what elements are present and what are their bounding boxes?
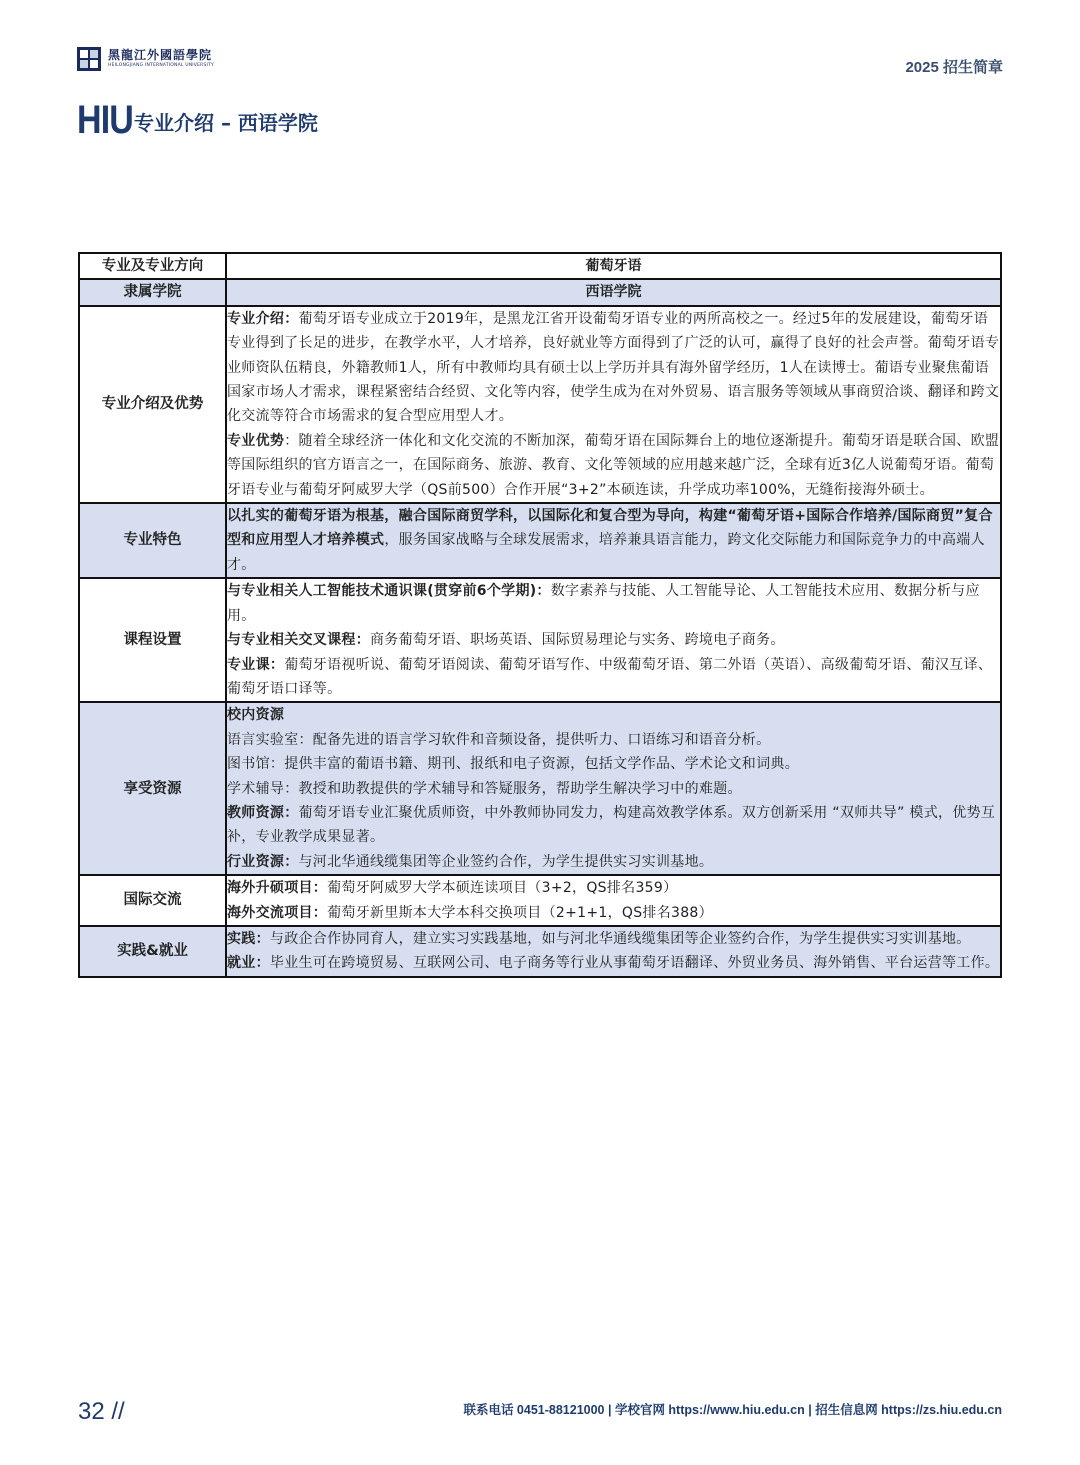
major-courses-text: 葡萄牙语视听说、葡萄牙语阅读、葡萄牙语写作、中级葡萄牙语、第二外语（英语）、高级葡萄牙语、葡汉互译、葡萄牙语口译等。 — [227, 656, 993, 697]
contact-info: 联系电话 0451-88121000 | 学校官网 https://www.hiu.edu.cn | 招生信息网 https://zs.hiu.edu.cn — [463, 1403, 1002, 1417]
row-label: 享受资源 — [79, 702, 226, 875]
row-label: 专业特色 — [79, 503, 226, 578]
teacher-resources-heading: 教师资源： — [227, 804, 299, 821]
ai-courses-text: 数字素养与技能、人工智能导论、人工智能技术应用、数据分析与应用。 — [227, 583, 980, 624]
school-name-cn: 黑龍江外國語學院 — [108, 48, 213, 63]
school-emblem-icon — [76, 46, 102, 72]
industry-resources-text: 与河北华通线缆集团等企业签约合作，为学生提供实习实训基地。 — [298, 853, 714, 870]
hiu-badge: HIU — [77, 98, 134, 142]
college-name: 西语学院 — [226, 279, 1001, 305]
employment-heading: 就业： — [227, 955, 270, 972]
table-row-courses — [79, 578, 1001, 702]
exchange-program-heading: 海外交流项目： — [227, 904, 328, 921]
cross-courses-text: 商务葡萄牙语、职场英语、国际贸易理论与实务、跨境电子商务。 — [370, 632, 785, 649]
resources-content — [226, 702, 1001, 875]
table-row-intro — [79, 306, 1001, 503]
row-label: 专业介绍及优势 — [79, 306, 226, 503]
table-row-exchange — [79, 875, 1001, 926]
exchange-program-text: 葡萄牙新里斯本大学本科交换项目（2+1+1，QS排名388） — [327, 904, 713, 921]
document-title: 2025 招生简章 — [905, 59, 1003, 76]
ai-courses-heading: 与专业相关人工智能技术通识课(贯穿前6个学期)： — [227, 583, 551, 600]
feature-bold-text: 以扎实的葡萄牙语为根基，融合国际商贸学科，以国际化和复合型为导向，构建“葡萄牙语+国际合作培养/国际商贸”复合型和应用型人才培养模式 — [227, 508, 993, 549]
industry-resources-heading: 行业资源： — [227, 853, 299, 870]
language-lab-text: 语言实验室：配备先进的语言学习软件和音频设备，提供听力、口语练习和语音分析。 — [227, 731, 771, 748]
table-row-college — [79, 279, 1001, 305]
intro-heading: 专业介绍： — [227, 310, 299, 327]
campus-resources-heading: 校内资源 — [227, 707, 285, 724]
feature-text: ，服务国家战略与全球发展需求，培养兼具语言能力，跨文化交际能力和国际竞争力的中高端人才。 — [227, 532, 985, 573]
table-row-feature — [79, 503, 1001, 578]
table-row-practice — [79, 926, 1001, 977]
library-text: 图书馆：提供丰富的葡语书籍、期刊、报纸和电子资源，包括文学作品、学术论文和词典。 — [227, 756, 799, 773]
row-label: 隶属学院 — [79, 279, 226, 305]
employment-text: 毕业生可在跨境贸易、互联网公司、电子商务等行业从事葡萄牙语翻译、外贸业务员、海外销售、平台运营等工作。 — [269, 955, 1000, 972]
row-label: 实践&就业 — [79, 926, 226, 977]
master-program-heading: 海外升硕项目： — [227, 880, 328, 897]
advantage-heading: 专业优势 — [227, 432, 285, 449]
major-name: 葡萄牙语 — [226, 253, 1001, 279]
intro-content — [226, 306, 1001, 503]
school-logo — [76, 44, 216, 74]
page-number: 32 // — [78, 1398, 125, 1425]
exchange-content — [226, 875, 1001, 926]
cross-courses-heading: 与专业相关交叉课程： — [227, 632, 370, 649]
row-label: 国际交流 — [79, 875, 226, 926]
school-name-en: HEILONGJIANG INTERNATIONAL UNIVERSITY — [108, 63, 214, 69]
feature-content — [226, 503, 1001, 578]
row-label: 专业及专业方向 — [79, 253, 226, 279]
advantage-text: ：随着全球经济一体化和文化交流的不断加深，葡萄牙语在国际舞台上的地位逐渐提升。葡萄牙语是联合国、欧盟等国际组织的官方语言之一，在国际商务、旅游、教育、文化等领域的应用越来越广泛，全球有近3亿人说葡萄牙语。葡萄牙语专业与葡萄牙阿威罗大学（QS前500）合作开展“3+2”本硕连读，升学成功率100%，无缝衔接海外硕士。 — [227, 432, 1000, 498]
major-courses-heading: 专业课： — [227, 656, 285, 673]
major-info-table — [78, 252, 1002, 978]
table-row-major — [79, 253, 1001, 279]
row-label: 课程设置 — [79, 578, 226, 702]
teacher-resources-text: 葡萄牙语专业汇聚优质师资，中外教师协同发力，构建高效教学体系。双方创新采用 “双师共导” 模式，优势互补，专业教学成果显著。 — [227, 804, 996, 846]
tutoring-text: 学术辅导：教授和助教提供的学术辅导和答疑服务，帮助学生解决学习中的难题。 — [227, 780, 742, 797]
practice-heading: 实践： — [227, 930, 270, 947]
master-program-text: 葡萄牙阿威罗大学本硕连读项目（3+2，QS排名359） — [327, 880, 678, 897]
section-title: 专业介绍 – 西语学院 — [134, 111, 318, 135]
intro-text: 葡萄牙语专业成立于2019年，是黑龙江省开设葡萄牙语专业的两所高校之一。经过5年的发展建设，葡萄牙语专业得到了长足的进步，在教学水平，人才培养，良好就业等方面得到了广泛的认可，赢得了良好的社会声誉。葡萄牙语专业师资队伍精良，外籍教师1人，所有中教师均具有硕士以上学历并具有海外留学经历，1人在读博士。葡语专业聚焦葡语国家市场人才需求，课程紧密结合经贸、文化等内容，使学生成为在对外贸易、语言服务等领域从事商贸洽谈、翻译和跨文化交流等符合市场需求的复合型应用型人才。 — [227, 310, 1000, 425]
table-row-resources — [79, 702, 1001, 875]
courses-content — [226, 578, 1001, 702]
practice-text: 与政企合作协同育人，建立实习实践基地，如与河北华通线缆集团等企业签约合作，为学生提供实习实训基地。 — [269, 930, 971, 947]
practice-content — [226, 926, 1001, 977]
